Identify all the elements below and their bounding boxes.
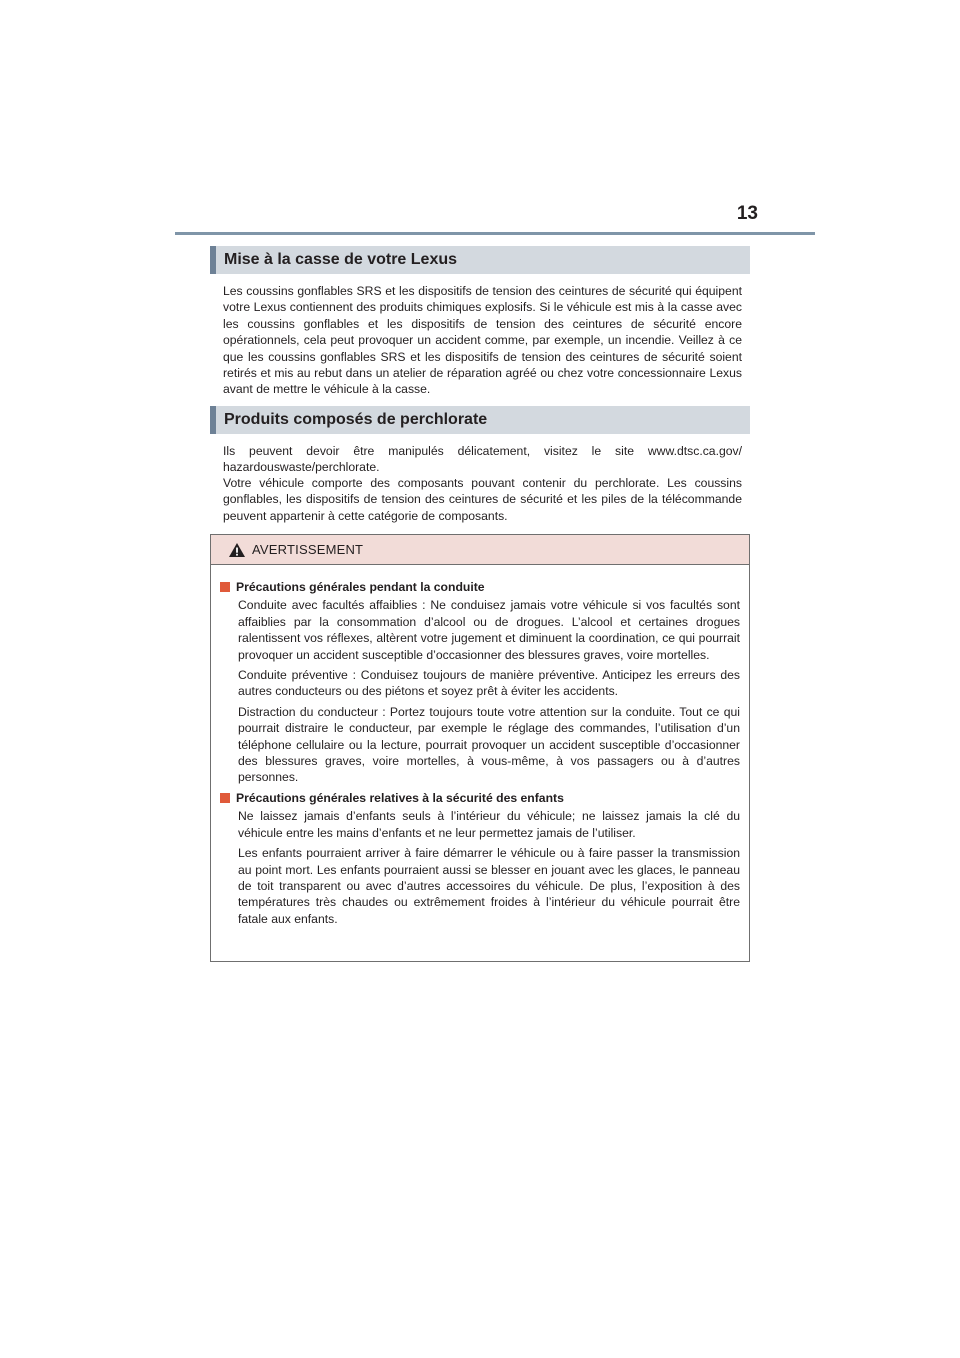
warning-item-title: Précautions générales relatives à la sécurité des enfants [236,790,564,805]
warning-paragraph: Conduite préventive : Conduisez toujours de manière préventive. Anticipez les erreurs des autres conducteurs ou des piétons et soyez prêt à éviter les accidents. [238,668,740,699]
header-rule [175,232,815,235]
section-title: Mise à la casse de votre Lexus [224,251,458,268]
warning-paragraph: Conduite avec facultés affaiblies : Ne conduisez jamais votre véhicule si vos facultés sont affaiblies par la consommation d’alcool ou de drogues. L’alcool et certaines drogues ralentissent vos réflexes, altèrent votre jugement et diminuent la coordination, ce qui pourrait provoquer un accident susceptible d’occasionner des blessures graves, voire mortelles. [238,598,740,662]
warning-item-title: Précautions générales pendant la conduite [236,580,485,594]
section-header-perchlorate [210,406,750,434]
bullet-square-icon [220,582,230,592]
warning-label: AVERTISSEMENT [252,542,364,557]
warning-item-driving [220,579,740,595]
warning-triangle-icon [228,542,246,558]
disposal-paragraph: Les coussins gonflables SRS et les dispositifs de tension des ceintures de sécurité qui équipent votre Lexus contiennent des produits chimiques explosifs. Si le véhicule est mis à la casse avec les coussins gonflables et les dispositifs de tension des ceintures de sécurité encore opérationnels, cela peut provoquer un accident comme, par exemple, un incendie. Veillez à ce que les coussins gonflables SRS et les dispositifs de tension des ceintures de sécurité soient retirés et mis au rebut dans un atelier de réparation agréé ou chez votre concessionnaire Lexus avant de mettre le véhicule à la casse. [223,284,742,397]
warning-body [211,565,749,927]
warning-item-children [220,790,740,806]
section-title: Produits composés de perchlorate [224,411,488,428]
warning-paragraph: Distraction du conducteur : Portez toujours toute votre attention sur la conduite. Tout ce qui pourrait distraire le conducteur, par exemple le réglage des commandes, l’utilisation d’un téléphone cellulaire ou la lecture, pourrait provoquer un accident susceptible d’occasionner des blessures graves, voire mortelles, à vous-même, à vos passagers ou à d’autres personnes. [238,704,740,785]
perchlorate-paragraph-2: Votre véhicule comporte des composants pouvant contenir du perchlorate. Les coussins gonflables, les dispositifs de tension des ceintures de sécurité et les piles de la télécommande peuvent appartenir à cette catégorie de composants. [223,476,742,523]
warning-header [211,535,749,565]
warning-paragraph: Les enfants pourraient arriver à faire démarrer le véhicule ou à faire passer la transmission au point mort. Les enfants pourraient aussi se blesser en jouant avec les glaces, le panneau de toit transparent ou avec d’autres accessoires du véhicule. De plus, l’exposition à des températures très chaudes ou extrêmement froides à l’intérieur du véhicule pourrait être fatale aux enfants. [238,846,740,926]
bullet-square-icon [220,793,230,803]
perchlorate-paragraph-1: Ils peuvent devoir être manipulés délicatement, visitez le site www.dtsc.ca.gov/ hazardouswaste/perchlorate. [223,444,742,475]
warning-box [210,534,750,962]
warning-paragraph: Ne laissez jamais d’enfants seuls à l’intérieur du véhicule; ne laissez jamais la clé du véhicule entre les mains d’enfants et ne leur permettez jamais de l’utiliser. [238,809,740,840]
section-header-disposal [210,246,750,274]
page-number: 13 [736,203,758,224]
